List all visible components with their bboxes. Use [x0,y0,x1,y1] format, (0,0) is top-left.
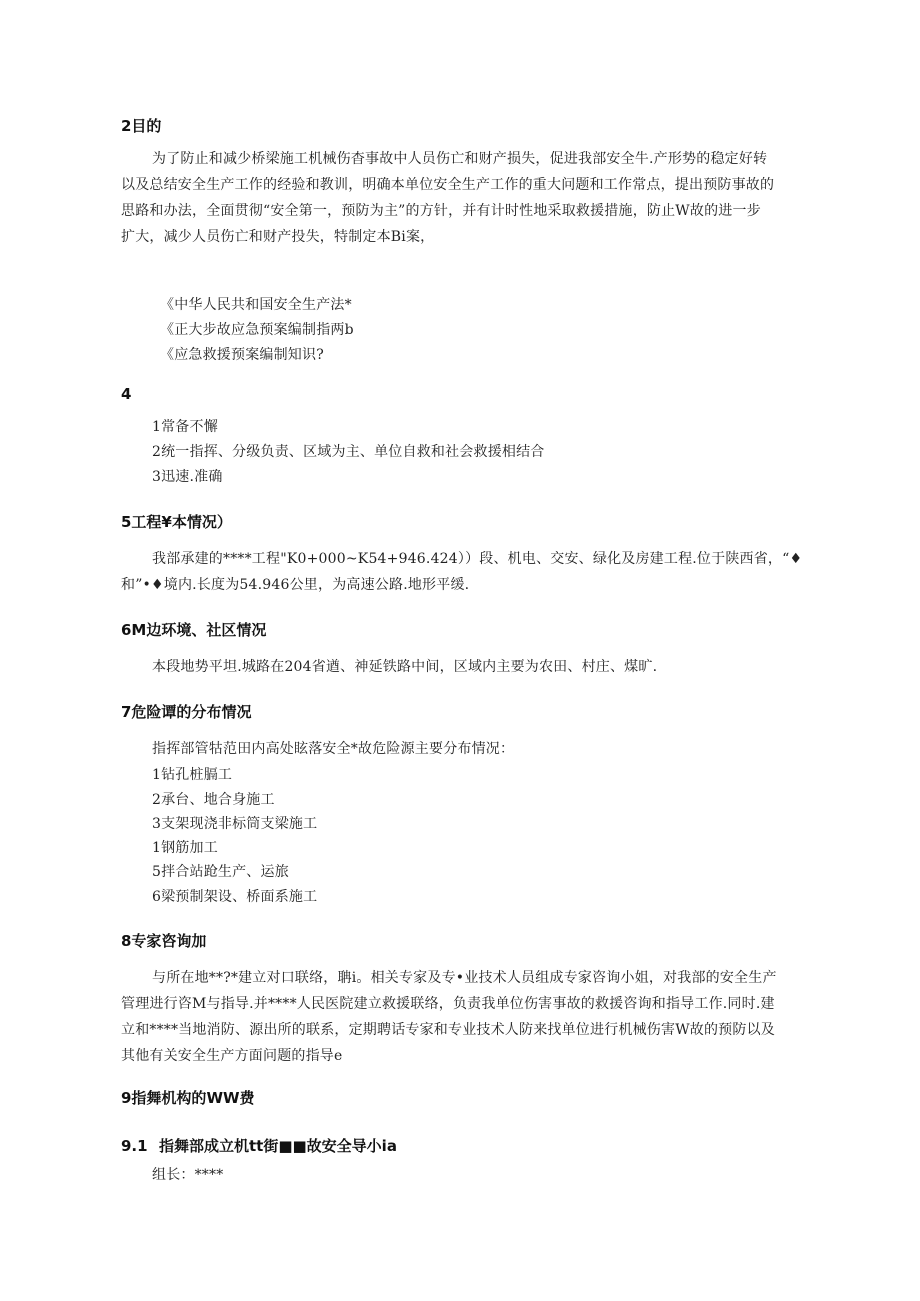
reference-item: 《中华人民共和国安全生产法* [160,297,352,313]
section-8-heading: 8专家咨询加 [121,932,207,950]
section-5-line-1: 我部承建的****工程"K0+000~K54+946.424））段、机电、交安、绿化及房建工程.位于陕西省，“♦ [152,551,803,567]
section-9-1-heading [121,1136,397,1156]
section-9-1-number: 9.1 [121,1137,148,1155]
section-8-line-4: 其他有关安全生产方面问题的指导e [121,1048,343,1064]
section-8-line-3: 立和****当地消防、源出所的联系，定期聘话专家和专业技术人防来找单位进行机械伤害W故的预防以及 [121,1022,775,1038]
hazard-item: 6梁预制架设、桥面系施工 [152,889,318,905]
section-7-intro: 指挥部管牯范田内高处眩落安全*故危险源主要分布情况： [152,741,515,757]
section-9-1-title: 指舞部成立机tt街■■故安全导小ia [159,1137,397,1155]
section-5-line-2: 和”•♦境内.长度为54.946公里，为高速公路.地形平缓. [121,577,470,593]
section-2-line-4: 扩大，减少人员伤亡和财产投失，特制定本Bi案， [121,229,435,245]
section-2-line-2: 以及总结安全生产工作的经验和教训，明确本单位安全生产工作的重大问题和工作常点，提出预防事故的 [121,177,775,193]
hazard-item: 5拌合站跄生产、运旅 [152,864,289,880]
section-8-line-1: 与所在地**?*建立对口联络，聃i。相关专家及专•业技术人员组成专家咨询小姐，对我部的安全生产 [152,970,777,986]
section-4-heading: 4 [121,385,132,403]
section-2-line-1: 为了防止和减少桥梁施工机械伤杳事故中人员伤亡和财产损失，促进我部安全牛.产形势的稳定好转 [152,151,768,167]
section-7-heading: 7危险谭的分布情况 [121,703,252,721]
principle-item: 1常备不懈 [152,419,218,435]
reference-item: 《应急救援预案编制知识? [160,347,324,363]
section-8-line-2: 管理进行咨M与指导.并****人民医院建立救援联络，负责我单位伤害事故的救援咨询和指导工作.同时.建 [121,996,775,1012]
principle-item: 3迅速.准确 [152,469,223,485]
section-6-heading: 6M边环境、社区情况 [121,621,267,639]
hazard-item: 3支架现浇非标筒支梁施工 [152,816,318,832]
hazard-item: 2承台、地合身施工 [152,792,275,808]
reference-item: 《正大步故应急预案编制指两b [160,322,354,338]
section-6-line-1: 本段地势平坦.城路在204省遒、神延铁路中间，区域内主要为农田、村庄、煤旷. [152,659,658,675]
hazard-item: 1钢筋加工 [152,840,218,856]
principle-item: 2统一指挥、分级负责、区域为主、单位自救和社会救援相结合 [152,444,545,460]
section-2-heading: 2目的 [121,117,162,135]
section-2-line-3: 思路和办法，全面贯彻“安全第一，预防为主”的方针，并有计时性地采取救援措施，防止W故的进一步 [121,203,761,219]
hazard-item: 1钻孔桩膈工 [152,767,233,783]
section-5-heading: 5工程¥本情况） [121,513,232,531]
leader-line: 组长：**** [152,1167,224,1183]
section-9-heading: 9指舞机构的WW费 [121,1089,255,1107]
